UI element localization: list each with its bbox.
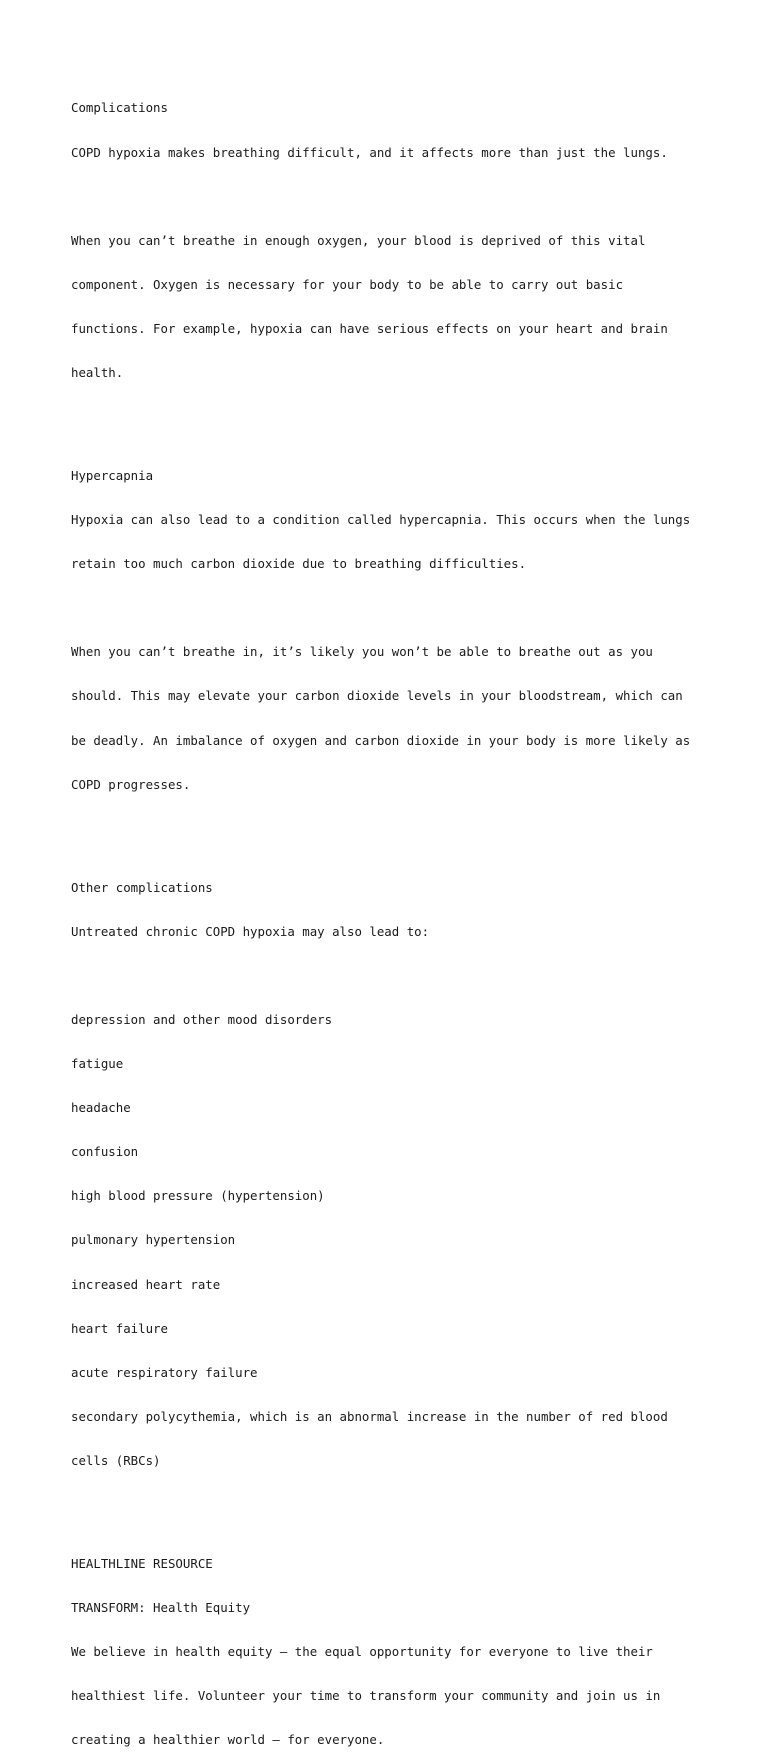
- resource-body-line: We believe in health equity — the equal opportunity for everyone to live their: [71, 1644, 653, 1660]
- paragraph-gap: [71, 969, 711, 984]
- resource-label: HEALTHLINE RESOURCE: [71, 1555, 213, 1571]
- list-item: increased heart rate: [71, 1276, 221, 1292]
- list-item: heart failure: [71, 1320, 168, 1336]
- hypercapnia-paragraph-line: Hypoxia can also lead to a condition called hypercapnia. This occurs when the lungs: [71, 512, 691, 528]
- list-item: secondary polycythemia, which is an abnormal increase in the number of red blood: [71, 1408, 668, 1424]
- complications-paragraph-line: When you can’t breathe in enough oxygen, your blood is deprived of this vital: [71, 232, 646, 248]
- paragraph-gap: [71, 410, 711, 425]
- resource-body-line: healthiest life. Volunteer your time to transform your community and join us in: [71, 1688, 661, 1704]
- list-item: high blood pressure (hypertension): [71, 1188, 325, 1204]
- hypercapnia-paragraph-line: should. This may elevate your carbon dioxide levels in your bloodstream, which can: [71, 688, 683, 704]
- other-complications-heading: Other complications: [71, 879, 213, 895]
- complications-paragraph-line: functions. For example, hypoxia can have serious effects on your heart and brain: [71, 320, 668, 336]
- list-item: pulmonary hypertension: [71, 1232, 236, 1248]
- paragraph-gap: [71, 190, 711, 205]
- list-item: fatigue: [71, 1056, 124, 1072]
- list-item: headache: [71, 1100, 131, 1116]
- hypercapnia-paragraph-line: COPD progresses.: [71, 776, 191, 792]
- paragraph-gap: [71, 1498, 711, 1513]
- list-item: confusion: [71, 1144, 139, 1160]
- other-complications-intro: Untreated chronic COPD hypoxia may also lead to:: [71, 923, 430, 939]
- hypercapnia-paragraph-line: be deadly. An imbalance of oxygen and carbon dioxide in your body is more likely as: [71, 732, 691, 748]
- complications-paragraph-line: health.: [71, 365, 124, 381]
- paragraph-gap: [71, 822, 711, 837]
- hypercapnia-heading: Hypercapnia: [71, 467, 154, 483]
- complications-intro: COPD hypoxia makes breathing difficult, and it affects more than just the lungs.: [71, 144, 668, 160]
- list-item: cells (RBCs): [71, 1453, 161, 1469]
- resource-body-line: creating a healthier world — for everyone.: [71, 1732, 385, 1748]
- document-page: [71, 72, 711, 1763]
- hypercapnia-paragraph-line: retain too much carbon dioxide due to breathing difficulties.: [71, 556, 527, 572]
- paragraph-gap: [71, 601, 711, 616]
- complications-heading: Complications: [71, 100, 168, 116]
- resource-title: TRANSFORM: Health Equity: [71, 1600, 251, 1616]
- list-item: acute respiratory failure: [71, 1364, 258, 1380]
- list-item: depression and other mood disorders: [71, 1011, 333, 1027]
- complications-paragraph-line: component. Oxygen is necessary for your body to be able to carry out basic: [71, 276, 624, 292]
- hypercapnia-paragraph-line: When you can’t breathe in, it’s likely you won’t be able to breathe out as you: [71, 644, 653, 660]
